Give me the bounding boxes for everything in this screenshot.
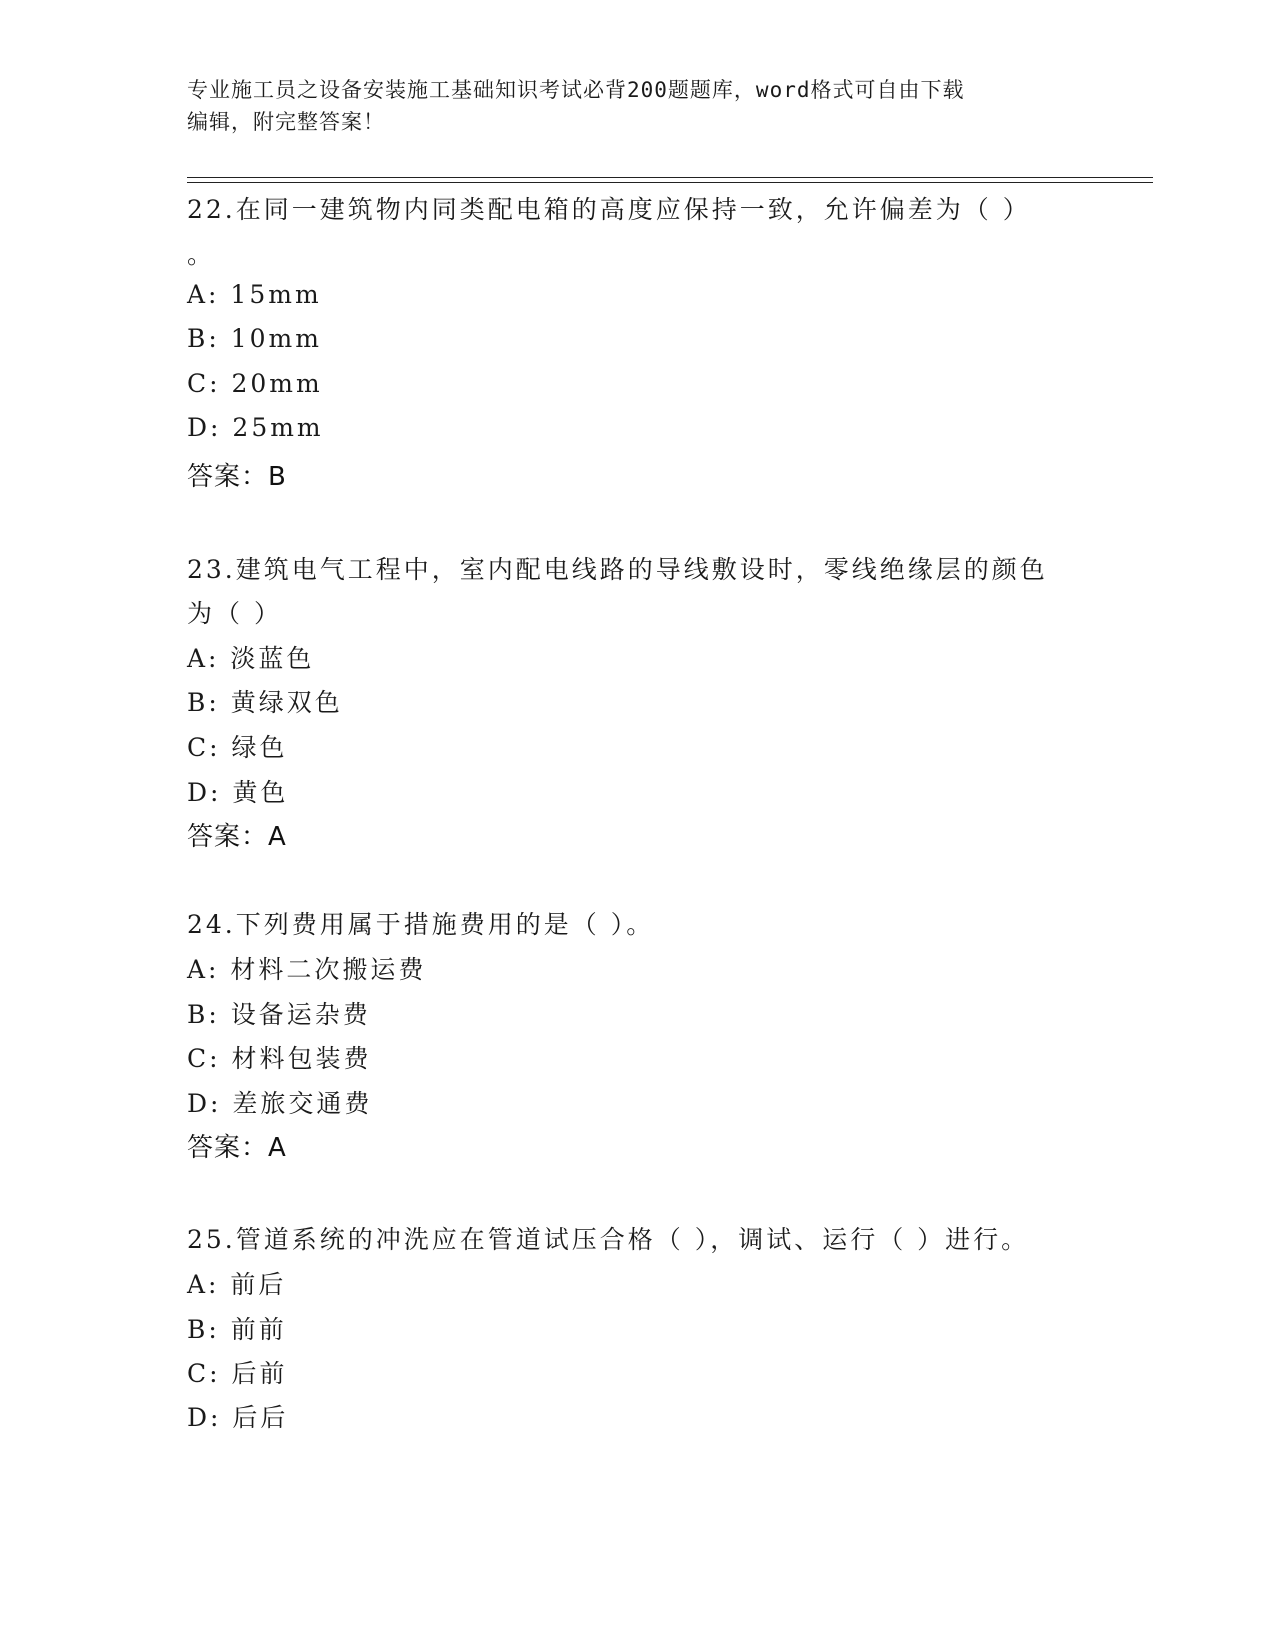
answer-label: 答案：A: [187, 822, 287, 852]
answer-label: 答案：A: [187, 1133, 287, 1163]
question-stem: 23.建筑电气工程中，室内配电线路的导线敷设时，零线绝缘层的颜色: [187, 555, 1048, 584]
question-stem-continued: 。: [187, 240, 216, 269]
option-c: C: 后前: [187, 1359, 288, 1388]
option-c: C: 20mm: [187, 369, 323, 398]
option-a: A: 淡蓝色: [187, 644, 315, 673]
header-line-2: 编辑，附完整答案！: [187, 110, 385, 134]
option-b: B: 设备运杂费: [187, 1000, 371, 1029]
question-stem: 25.管道系统的冲洗应在管道试压合格（ ），调试、运行（ ）进行。: [187, 1225, 1030, 1254]
answer-label: 答案：B: [187, 462, 287, 492]
header-divider-bottom: [187, 182, 1153, 183]
option-a: A: 前后: [187, 1270, 287, 1299]
document-header: [187, 74, 1087, 138]
option-b: B: 前前: [187, 1315, 287, 1344]
option-d: D: 黄色: [187, 778, 289, 807]
header-line-1: 专业施工员之设备安装施工基础知识考试必背200题题库，word格式可自由下载: [187, 78, 965, 102]
question-stem-continued: 为（ ）: [187, 599, 282, 628]
option-b: B: 10mm: [187, 324, 322, 353]
option-d: D: 差旅交通费: [187, 1089, 373, 1118]
option-d: D: 25mm: [187, 413, 324, 442]
option-c: C: 绿色: [187, 733, 288, 762]
question-stem: 22.在同一建筑物内同类配电箱的高度应保持一致，允许偏差为（ ）: [187, 195, 1031, 224]
option-c: C: 材料包装费: [187, 1044, 372, 1073]
option-b: B: 黄绿双色: [187, 688, 343, 717]
option-a: A: 15mm: [187, 280, 322, 309]
option-d: D: 后后: [187, 1403, 289, 1432]
question-stem: 24.下列费用属于措施费用的是（ ）。: [187, 910, 655, 939]
option-a: A: 材料二次搬运费: [187, 955, 427, 984]
header-divider-top: [187, 177, 1153, 178]
